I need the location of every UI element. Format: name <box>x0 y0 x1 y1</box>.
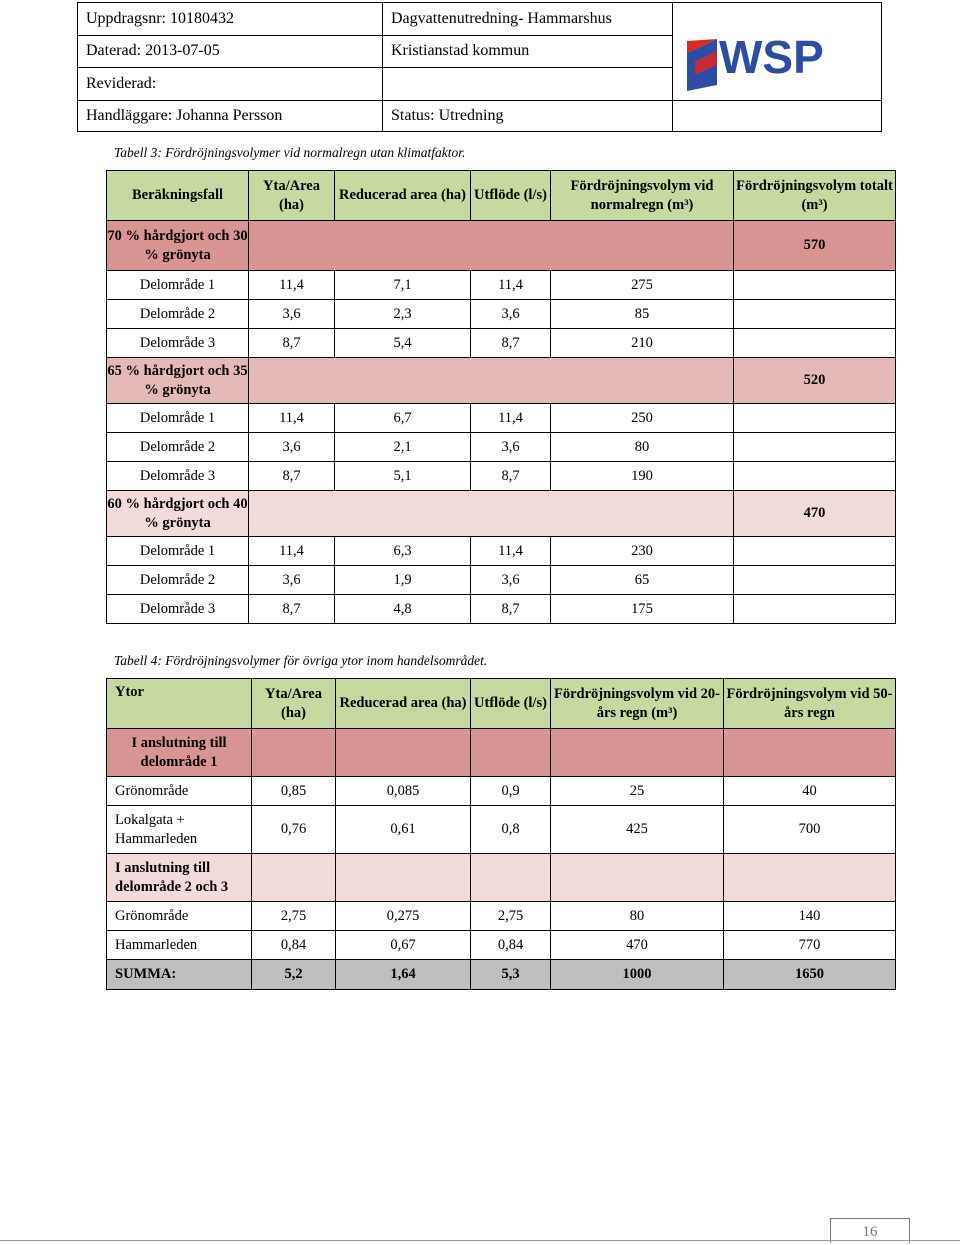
table3-group-row <box>107 358 896 404</box>
reducerad-cell: 5,1 <box>335 462 471 491</box>
delomrade-cell: Delområde 1 <box>107 537 249 566</box>
th-yta: Yta/Area (ha) <box>249 171 335 221</box>
yta-cell: 8,7 <box>249 462 335 491</box>
reducerad-cell: 6,7 <box>335 404 471 433</box>
table4-group-row <box>107 854 896 902</box>
daterad: Daterad: 2013-07-05 <box>78 35 383 68</box>
empty-cell <box>734 404 896 433</box>
delomrade-cell: Delområde 3 <box>107 462 249 491</box>
reducerad-cell: 2,1 <box>335 433 471 462</box>
table-row <box>107 300 896 329</box>
th-fordrojning-20: Fördröjningsvolym vid 20- års regn (m³) <box>551 679 724 729</box>
volym-cell: 175 <box>551 595 734 624</box>
sum-value: 1000 <box>551 960 724 990</box>
yta-cell: 3,6 <box>249 433 335 462</box>
utflode-cell: 11,4 <box>471 271 551 300</box>
table-row <box>107 566 896 595</box>
table-row <box>107 433 896 462</box>
group-spacer <box>252 854 336 902</box>
utflode-cell: 3,6 <box>471 433 551 462</box>
group-spacer <box>551 729 724 777</box>
uppdragsnr: Uppdragsnr: 10180432 <box>78 3 383 36</box>
th-reducerad: Reducerad area (ha) <box>336 679 471 729</box>
group-spacer <box>252 729 336 777</box>
sum-value: 5,3 <box>471 960 551 990</box>
th-reducerad: Reducerad area (ha) <box>335 171 471 221</box>
yta-cell: 8,7 <box>249 595 335 624</box>
table3 <box>106 170 896 624</box>
volym-cell: 210 <box>551 329 734 358</box>
group-spacer <box>471 854 551 902</box>
empty-cell <box>734 329 896 358</box>
group-label: I anslutning till delområde 1 <box>107 729 252 777</box>
delomrade-cell: Delområde 3 <box>107 595 249 624</box>
th-fordrojning-50: Fördröjningsvolym vid 50-års regn <box>724 679 896 729</box>
logo-cell <box>673 3 882 101</box>
yta-name-cell: Grönområde <box>107 902 252 931</box>
empty-cell <box>734 566 896 595</box>
yta-cell: 0,76 <box>252 806 336 854</box>
table-row <box>107 902 896 931</box>
wsp-logo-mark <box>687 39 717 91</box>
utflode-cell: 8,7 <box>471 462 551 491</box>
volym-cell: 85 <box>551 300 734 329</box>
utflode-cell: 3,6 <box>471 300 551 329</box>
group-label: 70 % hårdgjort och 30 % grönyta <box>107 221 249 271</box>
yta-cell: 11,4 <box>249 404 335 433</box>
table3-header-row <box>107 171 896 221</box>
sum-row <box>107 960 896 990</box>
table4-group-row <box>107 729 896 777</box>
group-spacer <box>724 729 896 777</box>
volym50-cell: 700 <box>724 806 896 854</box>
volym-cell: 230 <box>551 537 734 566</box>
th-fordrojning-totalt: Fördröjningsvolym totalt (m³) <box>734 171 896 221</box>
wsp-logo-text: WSP <box>719 31 824 83</box>
sum-value: 1650 <box>724 960 896 990</box>
wsp-logo <box>673 3 881 95</box>
empty-cell <box>734 300 896 329</box>
yta-cell: 2,75 <box>252 902 336 931</box>
empty-cell <box>734 271 896 300</box>
volym50-cell: 40 <box>724 777 896 806</box>
volym-cell: 250 <box>551 404 734 433</box>
delomrade-cell: Delområde 1 <box>107 404 249 433</box>
table-row <box>107 537 896 566</box>
page-number: 16 <box>830 1218 910 1243</box>
utflode-cell: 3,6 <box>471 566 551 595</box>
reducerad-cell: 0,61 <box>336 806 471 854</box>
delomrade-cell: Delområde 2 <box>107 300 249 329</box>
yta-cell: 3,6 <box>249 566 335 595</box>
volym20-cell: 470 <box>551 931 724 960</box>
utflode-cell: 2,75 <box>471 902 551 931</box>
yta-cell: 8,7 <box>249 329 335 358</box>
header-empty-cell <box>383 68 673 101</box>
volym-cell: 80 <box>551 433 734 462</box>
utflode-cell: 0,9 <box>471 777 551 806</box>
empty-cell <box>734 462 896 491</box>
group-spacer <box>724 854 896 902</box>
table-row <box>107 777 896 806</box>
th-fordrojning: Fördröjningsvolym vid normalregn (m³) <box>551 171 734 221</box>
yta-cell: 11,4 <box>249 271 335 300</box>
volym-cell: 190 <box>551 462 734 491</box>
yta-name-cell: Lokalgata + Hammarleden <box>107 806 252 854</box>
group-label: 65 % hårdgjort och 35 % grönyta <box>107 358 249 404</box>
reducerad-cell: 0,085 <box>336 777 471 806</box>
delomrade-cell: Delområde 2 <box>107 433 249 462</box>
group-label: 60 % hårdgjort och 40 % grönyta <box>107 491 249 537</box>
reviderad: Reviderad: <box>78 68 383 101</box>
utflode-cell: 8,7 <box>471 329 551 358</box>
table-row <box>107 404 896 433</box>
empty-cell <box>734 595 896 624</box>
reducerad-cell: 1,9 <box>335 566 471 595</box>
utflode-cell: 11,4 <box>471 537 551 566</box>
header-empty-cell <box>673 101 882 132</box>
table-row <box>107 806 896 854</box>
yta-cell: 3,6 <box>249 300 335 329</box>
reducerad-cell: 4,8 <box>335 595 471 624</box>
group-total: 470 <box>734 491 896 537</box>
sum-value: 5,2 <box>252 960 336 990</box>
group-label: I anslutning till delområde 2 och 3 <box>107 854 252 902</box>
volym20-cell: 80 <box>551 902 724 931</box>
yta-name-cell: Hammarleden <box>107 931 252 960</box>
volym20-cell: 425 <box>551 806 724 854</box>
table4-header-row <box>107 679 896 729</box>
volym50-cell: 770 <box>724 931 896 960</box>
delomrade-cell: Delområde 2 <box>107 566 249 595</box>
table-row <box>107 595 896 624</box>
th-ytor: Ytor <box>107 679 252 729</box>
group-spacer <box>249 491 734 537</box>
group-spacer <box>336 854 471 902</box>
empty-cell <box>734 433 896 462</box>
delomrade-cell: Delområde 3 <box>107 329 249 358</box>
kommun: Kristianstad kommun <box>383 35 673 68</box>
reducerad-cell: 6,3 <box>335 537 471 566</box>
group-spacer <box>471 729 551 777</box>
sum-label: SUMMA: <box>107 960 252 990</box>
volym20-cell: 25 <box>551 777 724 806</box>
group-spacer <box>336 729 471 777</box>
empty-cell <box>734 537 896 566</box>
reducerad-cell: 2,3 <box>335 300 471 329</box>
table3-group-row <box>107 221 896 271</box>
volym-cell: 275 <box>551 271 734 300</box>
volym-cell: 65 <box>551 566 734 595</box>
project-name: Dagvattenutredning- Hammarshus <box>383 3 673 36</box>
utflode-cell: 11,4 <box>471 404 551 433</box>
table-row <box>107 271 896 300</box>
table-row <box>107 462 896 491</box>
yta-cell: 11,4 <box>249 537 335 566</box>
status: Status: Utredning <box>383 101 673 132</box>
th-berakningsfall: Beräkningsfall <box>107 171 249 221</box>
th-yta: Yta/Area (ha) <box>252 679 336 729</box>
reducerad-cell: 0,275 <box>336 902 471 931</box>
table3-caption: Tabell 3: Fördröjningsvolymer vid normalregn utan klimatfaktor. <box>114 145 466 160</box>
th-utflode: Utflöde (l/s) <box>471 679 551 729</box>
group-spacer <box>249 358 734 404</box>
handlaggare: Handläggare: Johanna Persson <box>78 101 383 132</box>
th-utflode: Utflöde (l/s) <box>471 171 551 221</box>
document-header <box>77 2 882 132</box>
group-total: 520 <box>734 358 896 404</box>
yta-cell: 0,85 <box>252 777 336 806</box>
delomrade-cell: Delområde 1 <box>107 271 249 300</box>
yta-cell: 0,84 <box>252 931 336 960</box>
sum-value: 1,64 <box>336 960 471 990</box>
yta-name-cell: Grönområde <box>107 777 252 806</box>
utflode-cell: 0,8 <box>471 806 551 854</box>
group-spacer <box>249 221 734 271</box>
reducerad-cell: 5,4 <box>335 329 471 358</box>
table-row <box>107 931 896 960</box>
group-total: 570 <box>734 221 896 271</box>
table4 <box>106 678 896 990</box>
group-spacer <box>551 854 724 902</box>
page-footer-line <box>0 1240 960 1241</box>
volym50-cell: 140 <box>724 902 896 931</box>
utflode-cell: 0,84 <box>471 931 551 960</box>
table4-caption: Tabell 4: Fördröjningsvolymer för övriga ytor inom handelsområdet. <box>114 653 488 668</box>
reducerad-cell: 7,1 <box>335 271 471 300</box>
utflode-cell: 8,7 <box>471 595 551 624</box>
reducerad-cell: 0,67 <box>336 931 471 960</box>
table3-group-row <box>107 491 896 537</box>
table-row <box>107 329 896 358</box>
